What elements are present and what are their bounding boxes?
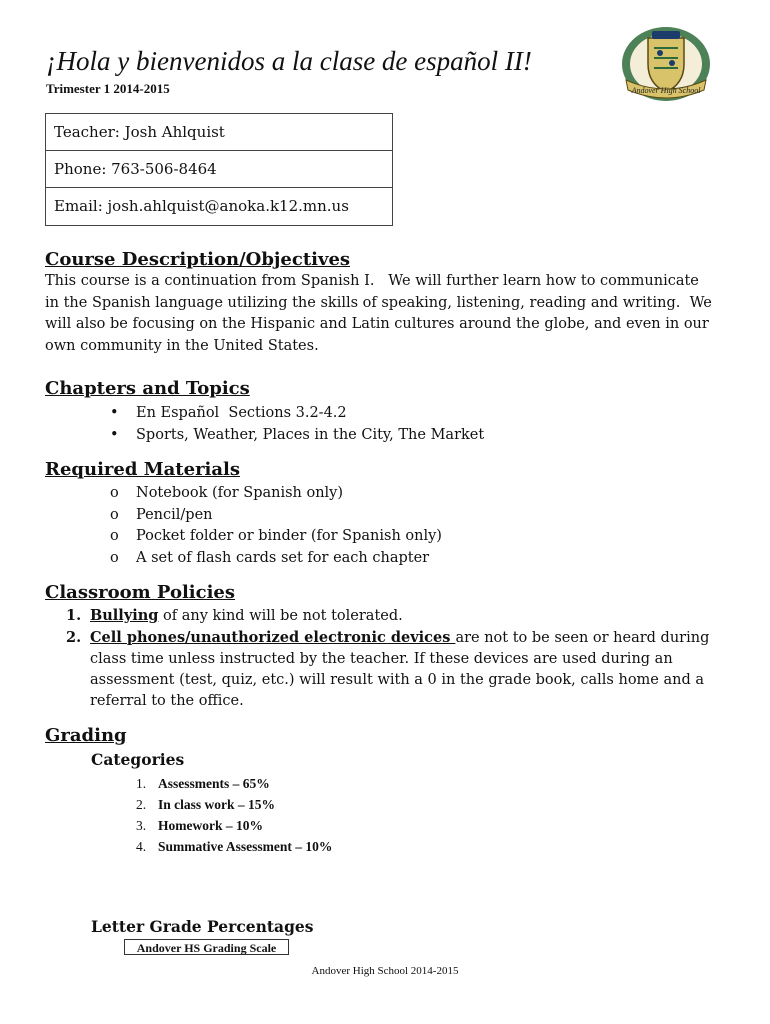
contact-table xyxy=(45,113,393,226)
letter-grade-title: Letter Grade Percentages xyxy=(91,917,314,936)
grading-heading: Grading xyxy=(45,725,127,746)
list-item: 2. In class work – 15% xyxy=(136,797,276,812)
policies-heading: Classroom Policies xyxy=(45,582,236,603)
course-description xyxy=(45,271,725,357)
categories-list xyxy=(136,773,332,857)
list-item: 2. Cell phones/unauthorized electronic devices are not to be seen or heard during class time unless instructed by the teacher. If these devices are used during an assessment (test, quiz, etc.) will result with a 0 in the grade book, calls home and a referral to the office. xyxy=(66,629,710,709)
bullet-circle-icon: o xyxy=(110,485,119,501)
list-item: • En Español Sections 3.2-4.2 xyxy=(110,403,484,425)
list-item: 3. Homework – 10% xyxy=(136,818,263,833)
bullet-circle-icon: o xyxy=(110,549,119,566)
policy-emphasis: Bullying xyxy=(90,607,159,624)
course-line: will also be focusing on the Hispanic and Latin cultures around the globe, and even in our xyxy=(45,316,709,332)
bullet-dot-icon: • xyxy=(110,405,119,421)
categories-title: Categories xyxy=(91,750,185,769)
bullet-circle-icon: o xyxy=(110,506,119,523)
materials-list xyxy=(110,483,442,569)
email-cell: Email: josh.ahlquist@anoka.k12.mn.us xyxy=(54,197,349,215)
materials-heading: Required Materials xyxy=(45,459,241,480)
crest-banner-text: Andover High School xyxy=(631,86,701,95)
course-line: in the Spanish language utilizing the skills of speaking, listening, reading and writing. We xyxy=(45,294,712,311)
list-item: o Pocket folder or binder (for Spanish only) xyxy=(110,526,442,548)
chapters-heading: Chapters and Topics xyxy=(45,378,250,399)
list-item: 4. Summative Assessment – 10% xyxy=(136,839,333,854)
trimester-label: Trimester 1 2014-2015 xyxy=(46,81,170,96)
page-footer: Andover High School 2014-2015 xyxy=(311,965,459,977)
list-item: o A set of flash cards set for each chapter xyxy=(110,548,442,570)
course-heading: Course Description/Objectives xyxy=(45,249,351,270)
course-line: own community in the United States. xyxy=(45,337,319,354)
grading-scale-label: Andover HS Grading Scale xyxy=(124,939,289,955)
bullet-circle-icon: o xyxy=(110,528,119,544)
policy-emphasis: Cell phones/unauthorized electronic devices xyxy=(90,629,456,646)
phone-cell: Phone: 763-506-8464 xyxy=(46,151,392,188)
bullet-dot-icon: • xyxy=(110,426,119,443)
school-crest-logo xyxy=(618,24,714,104)
list-item: o Notebook (for Spanish only) xyxy=(110,483,442,505)
list-item: 1. Bullying of any kind will be not tolerated. xyxy=(66,607,403,624)
list-item: 1. Assessments – 65% xyxy=(136,776,270,791)
chapters-list xyxy=(110,403,484,446)
course-line: This course is a continuation from Spanish I. We will further learn how to communicate xyxy=(45,273,699,289)
teacher-cell: Teacher: Josh Ahlquist xyxy=(46,114,392,151)
policies-list xyxy=(66,605,726,712)
page-title: ¡Hola y bienvenidos a la clase de español II! xyxy=(46,46,532,76)
list-item: o Pencil/pen xyxy=(110,505,442,527)
list-item: • Sports, Weather, Places in the City, The Market xyxy=(110,425,484,447)
